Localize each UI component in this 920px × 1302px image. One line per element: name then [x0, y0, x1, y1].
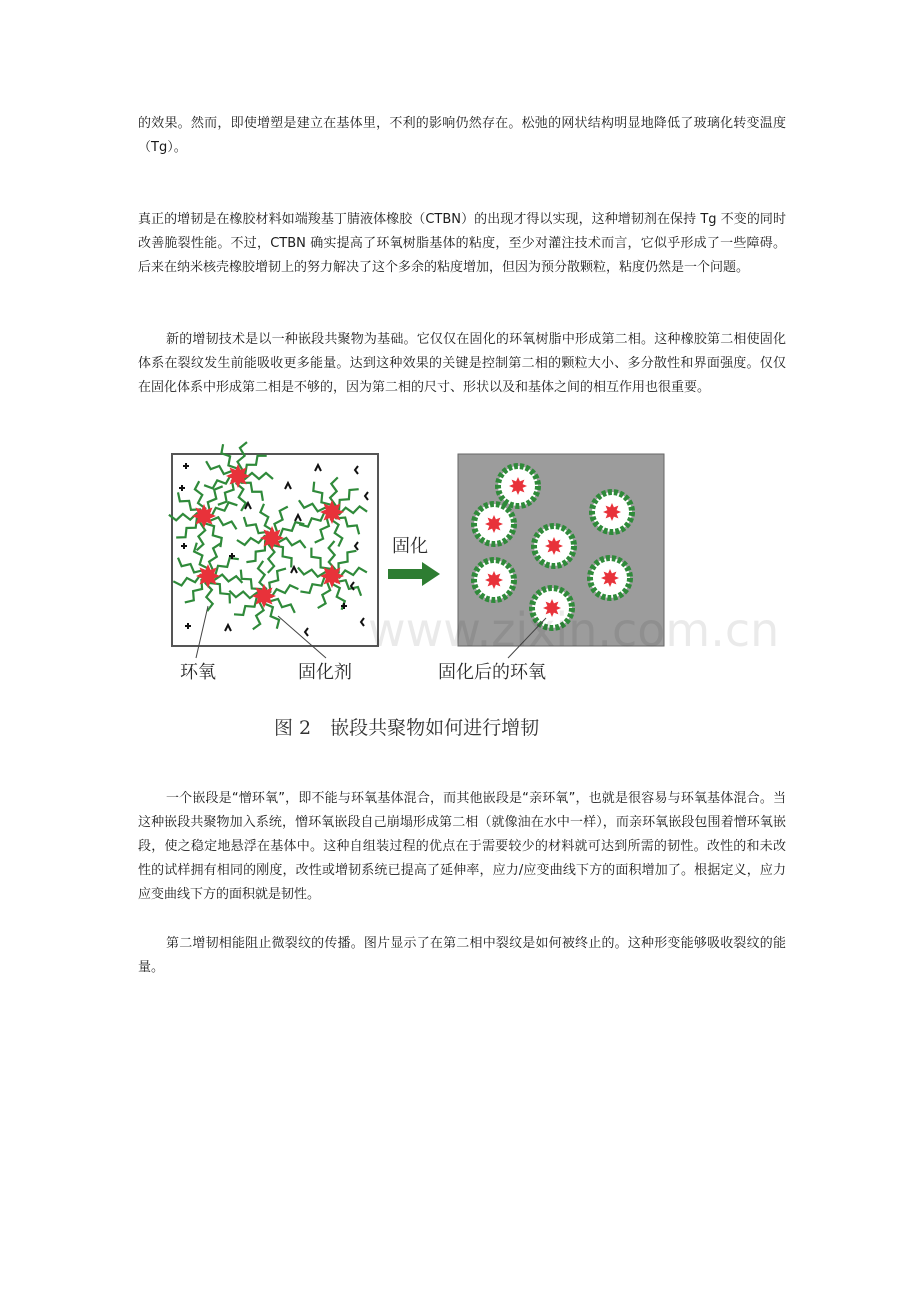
- cured-core: [485, 571, 503, 589]
- cured-core: [485, 515, 503, 533]
- cured-core: [509, 477, 527, 495]
- cured-core: [603, 503, 621, 521]
- cured-core: [545, 537, 563, 555]
- label-epoxy: 环氧: [180, 662, 216, 683]
- watermark: www.zixin.com.cn: [368, 603, 780, 657]
- arrow-label: 固化: [392, 536, 428, 557]
- rubber-core: [252, 584, 276, 608]
- rubber-core: [196, 564, 220, 588]
- rubber-core: [320, 564, 344, 588]
- figure-caption: 图 2 嵌段共聚物如何进行增韧: [274, 717, 540, 739]
- figure-svg: [168, 446, 780, 746]
- paragraph-5: 第二增韧相能阻止微裂纹的传播。图片显示了在第二相中裂纹是如何被终止的。这种形变能够吸收裂纹的能量。: [138, 936, 786, 975]
- label-hardener: 固化剂: [298, 662, 352, 683]
- cured-core: [601, 569, 619, 587]
- label-cured-epoxy: 固化后的环氧: [438, 662, 546, 683]
- rubber-core: [226, 464, 250, 488]
- paragraph-1: 的效果。然而，即使增塑是建立在基体里，不利的影响仍然存在。松弛的网状结构明显地降低了玻璃化转变温度（Tg）。: [138, 116, 786, 155]
- paragraph-4: 一个嵌段是“憎环氧”，即不能与环氧基体混合，而其他嵌段是“亲环氧”，也就是很容易与环氧基体混合。当这种嵌段共聚物加入系统，憎环氧嵌段自己崩塌形成第二相（就像油在水中一样），而亲环氧嵌段包围着憎环氧嵌段，使之稳定地悬浮在基体中。这种自组装过程的优点在于需要较少的材料就可达到所需的韧性。改性的和未改性的试样拥有相同的刚度，改性或增韧系统已提高了延伸率，应力/应变曲线下方的面积增加了。根据定义，应力应变曲线下方的面积就是韧性。: [138, 791, 786, 902]
- paragraph-3: 新的增韧技术是以一种嵌段共聚物为基础。它仅仅在固化的环氧树脂中形成第二相。这种橡胶第二相使固化体系在裂纹发生前能吸收更多能量。达到这种效果的关键是控制第二相的颗粒大小、多分散性和界面强度。仅仅在固化体系中形成第二相是不够的，因为第二相的尺寸、形状以及和基体之间的相互作用也很重要。: [138, 332, 786, 395]
- figure-block-copolymer-toughening: [168, 446, 780, 746]
- rubber-core: [260, 526, 284, 550]
- cure-arrow-icon: [388, 562, 440, 586]
- rubber-core: [192, 504, 216, 528]
- rubber-core: [320, 500, 344, 524]
- paragraph-2: 真正的增韧是在橡胶材料如端羧基丁腈液体橡胶（CTBN）的出现才得以实现，这种增韧剂在保持 Tg 不变的同时改善脆裂性能。不过，CTBN 确实提高了环氧树脂基体的粘度，至少对灌注技术而言，它似乎形成了一些障碍。后来在纳米核壳橡胶增韧上的努力解决了这个多余的粘度增加，但因为预分散颗粒，粘度仍然是一个问题。: [138, 212, 786, 275]
